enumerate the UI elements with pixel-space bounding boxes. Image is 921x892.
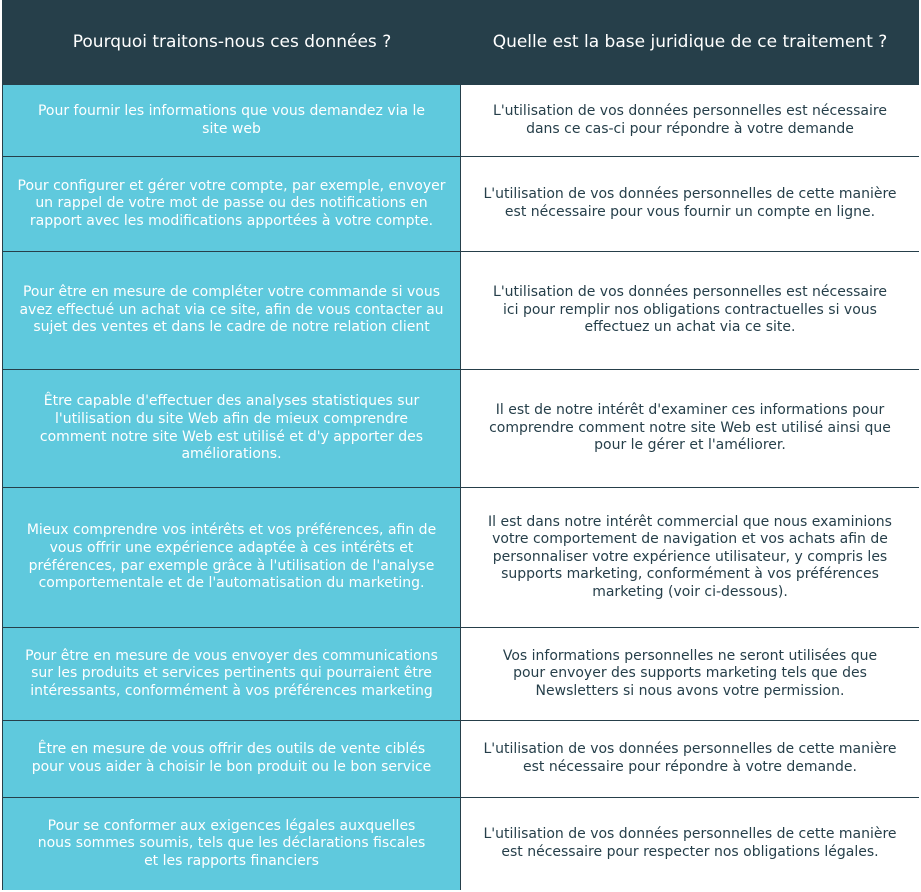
basis-cell: L'utilisation de vos données personnelles de cette manière est nécessaire pour vous fournir un compte en ligne. <box>461 156 919 251</box>
purpose-cell: Être en mesure de vous offrir des outils de vente ciblés pour vous aider à choisir le bon produit ou le bon service <box>3 720 461 797</box>
basis-cell: Il est dans notre intérêt commercial que nous examinions votre comportement de navigation et vos achats afin de personnaliser votre expérience utilisateur, y compris les supports marketing, conformément à vos préférences marketing (voir ci-dessous). <box>461 487 919 627</box>
purpose-cell: Pour fournir les informations que vous demandez via le site web <box>3 84 461 156</box>
data-processing-table <box>2 0 918 890</box>
purpose-cell: Pour se conformer aux exigences légales auxquelles nous sommes soumis, tels que les déclarations fiscales et les rapports financiers <box>3 797 461 890</box>
header-purpose: Pourquoi traitons-nous ces données ? <box>3 0 461 84</box>
purpose-cell: Pour configurer et gérer votre compte, par exemple, envoyer un rappel de votre mot de passe ou des notifications en rapport avec les modifications apportées à votre compte. <box>3 156 461 251</box>
basis-cell: L'utilisation de vos données personnelles de cette manière est nécessaire pour respecter nos obligations légales. <box>461 797 919 890</box>
basis-cell: L'utilisation de vos données personnelles de cette manière est nécessaire pour répondre à votre demande. <box>461 720 919 797</box>
purpose-cell: Pour être en mesure de compléter votre commande si vous avez effectué un achat via ce site, afin de vous contacter au sujet des ventes et dans le cadre de notre relation client <box>3 251 461 369</box>
purpose-cell: Mieux comprendre vos intérêts et vos préférences, afin de vous offrir une expérience adaptée à ces intérêts et préférences, par exemple grâce à l'utilisation de l'analyse comportementale et de l'automatisation du marketing. <box>3 487 461 627</box>
basis-cell: Il est de notre intérêt d'examiner ces informations pour comprendre comment notre site Web est utilisé ainsi que pour le gérer et l'améliorer. <box>461 369 919 487</box>
basis-cell: Vos informations personnelles ne seront utilisées que pour envoyer des supports marketing tels que des Newsletters si nous avons votre permission. <box>461 627 919 720</box>
purpose-cell: Pour être en mesure de vous envoyer des communications sur les produits et services pertinents qui pourraient être intéressants, conformément à vos préférences marketing <box>3 627 461 720</box>
basis-cell: L'utilisation de vos données personnelles est nécessaire dans ce cas-ci pour répondre à votre demande <box>461 84 919 156</box>
purpose-cell: Être capable d'effectuer des analyses statistiques sur l'utilisation du site Web afin de mieux comprendre comment notre site Web est utilisé et d'y apporter des améliorations. <box>3 369 461 487</box>
header-legal-basis: Quelle est la base juridique de ce traitement ? <box>461 0 919 84</box>
basis-cell: L'utilisation de vos données personnelles est nécessaire ici pour remplir nos obligations contractuelles si vous effectuez un achat via ce site. <box>461 251 919 369</box>
